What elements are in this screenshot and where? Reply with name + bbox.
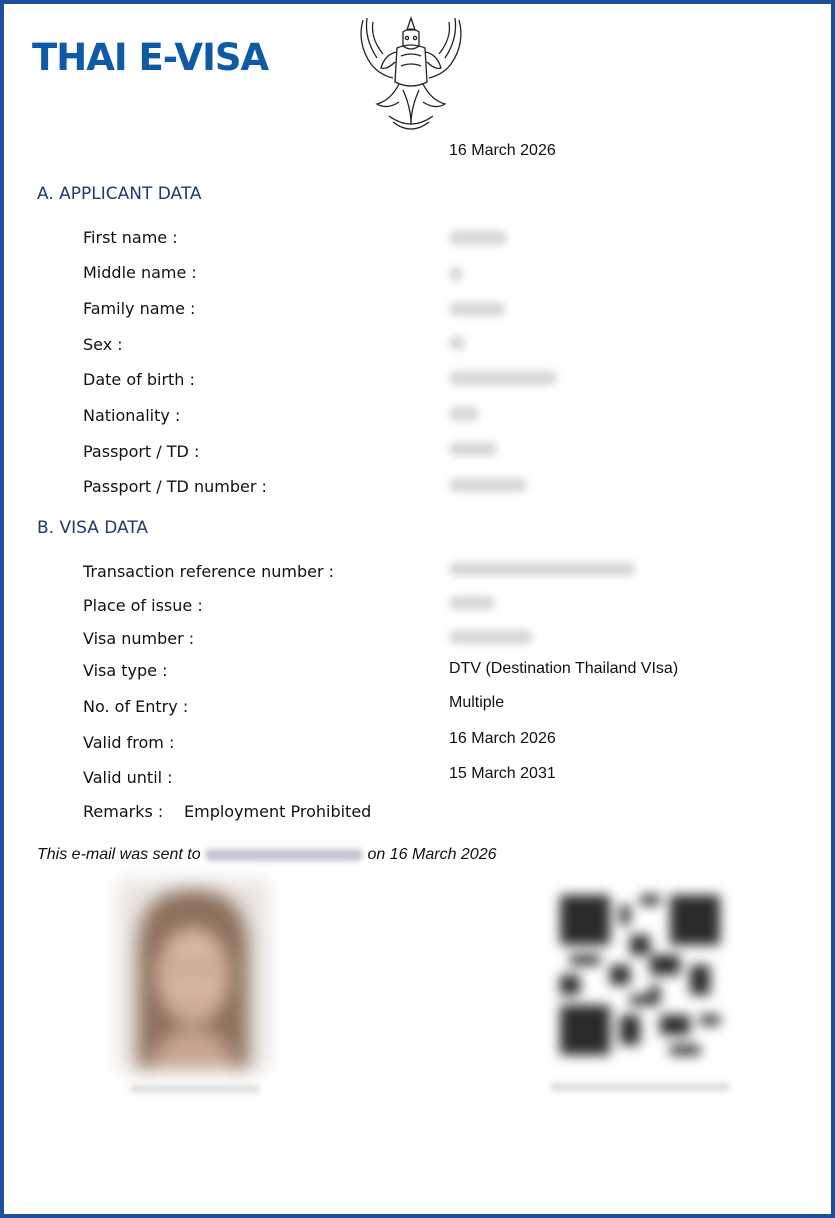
middle-name-value-redacted — [449, 267, 463, 281]
valid-until-value: 15 March 2031 — [449, 765, 556, 782]
family-name-value-redacted — [449, 302, 505, 316]
passport-td-label: Passport / TD : — [83, 442, 200, 461]
garuda-emblem-icon — [355, 12, 467, 136]
nationality-label: Nationality : — [83, 406, 181, 425]
first-name-label: First name : — [83, 228, 178, 247]
photo-caption-redacted — [130, 1085, 260, 1093]
email-note-on: on — [367, 846, 386, 863]
email-note-date: 16 March 2026 — [389, 846, 497, 863]
email-note-prefix: This e-mail was sent to — [37, 846, 201, 863]
no-of-entry-label: No. of Entry : — [83, 697, 189, 716]
passport-td-value-redacted — [449, 442, 497, 456]
qr-caption-redacted — [550, 1083, 730, 1091]
applicant-photo — [118, 880, 268, 1070]
email-address-redacted — [205, 849, 363, 861]
nationality-value-redacted — [449, 407, 479, 421]
visa-data-title: B. VISA DATA — [37, 518, 149, 538]
sex-label: Sex : — [83, 335, 123, 354]
visa-number-value-redacted — [449, 630, 533, 644]
passport-td-number-value-redacted — [449, 478, 527, 492]
visa-number-label: Visa number : — [83, 629, 195, 648]
visa-type-label: Visa type : — [83, 661, 168, 680]
valid-until-label: Valid until : — [83, 768, 173, 787]
sex-value-redacted — [449, 336, 465, 350]
no-of-entry-value: Multiple — [449, 694, 505, 711]
remarks-value: Employment Prohibited — [184, 802, 372, 821]
first-name-value-redacted — [449, 231, 507, 245]
remarks-label: Remarks : — [83, 802, 164, 821]
date-of-birth-label: Date of birth : — [83, 370, 195, 389]
applicant-data-title: A. APPLICANT DATA — [37, 184, 202, 204]
place-of-issue-label: Place of issue : — [83, 596, 203, 615]
middle-name-label: Middle name : — [83, 263, 197, 282]
passport-td-number-label: Passport / TD number : — [83, 477, 267, 496]
qr-code — [560, 895, 720, 1055]
issue-date: 16 March 2026 — [449, 142, 556, 159]
visa-type-value: DTV (Destination Thailand VIsa) — [449, 660, 679, 677]
family-name-label: Family name : — [83, 299, 196, 318]
email-sent-note — [37, 846, 497, 864]
thai-evisa-logo: THAI E-VISA — [32, 36, 269, 79]
valid-from-label: Valid from : — [83, 733, 175, 752]
place-of-issue-value-redacted — [449, 596, 495, 610]
transaction-reference-label: Transaction reference number : — [83, 562, 335, 581]
valid-from-value: 16 March 2026 — [449, 730, 556, 747]
transaction-reference-value-redacted — [449, 562, 635, 576]
date-of-birth-value-redacted — [449, 371, 557, 385]
